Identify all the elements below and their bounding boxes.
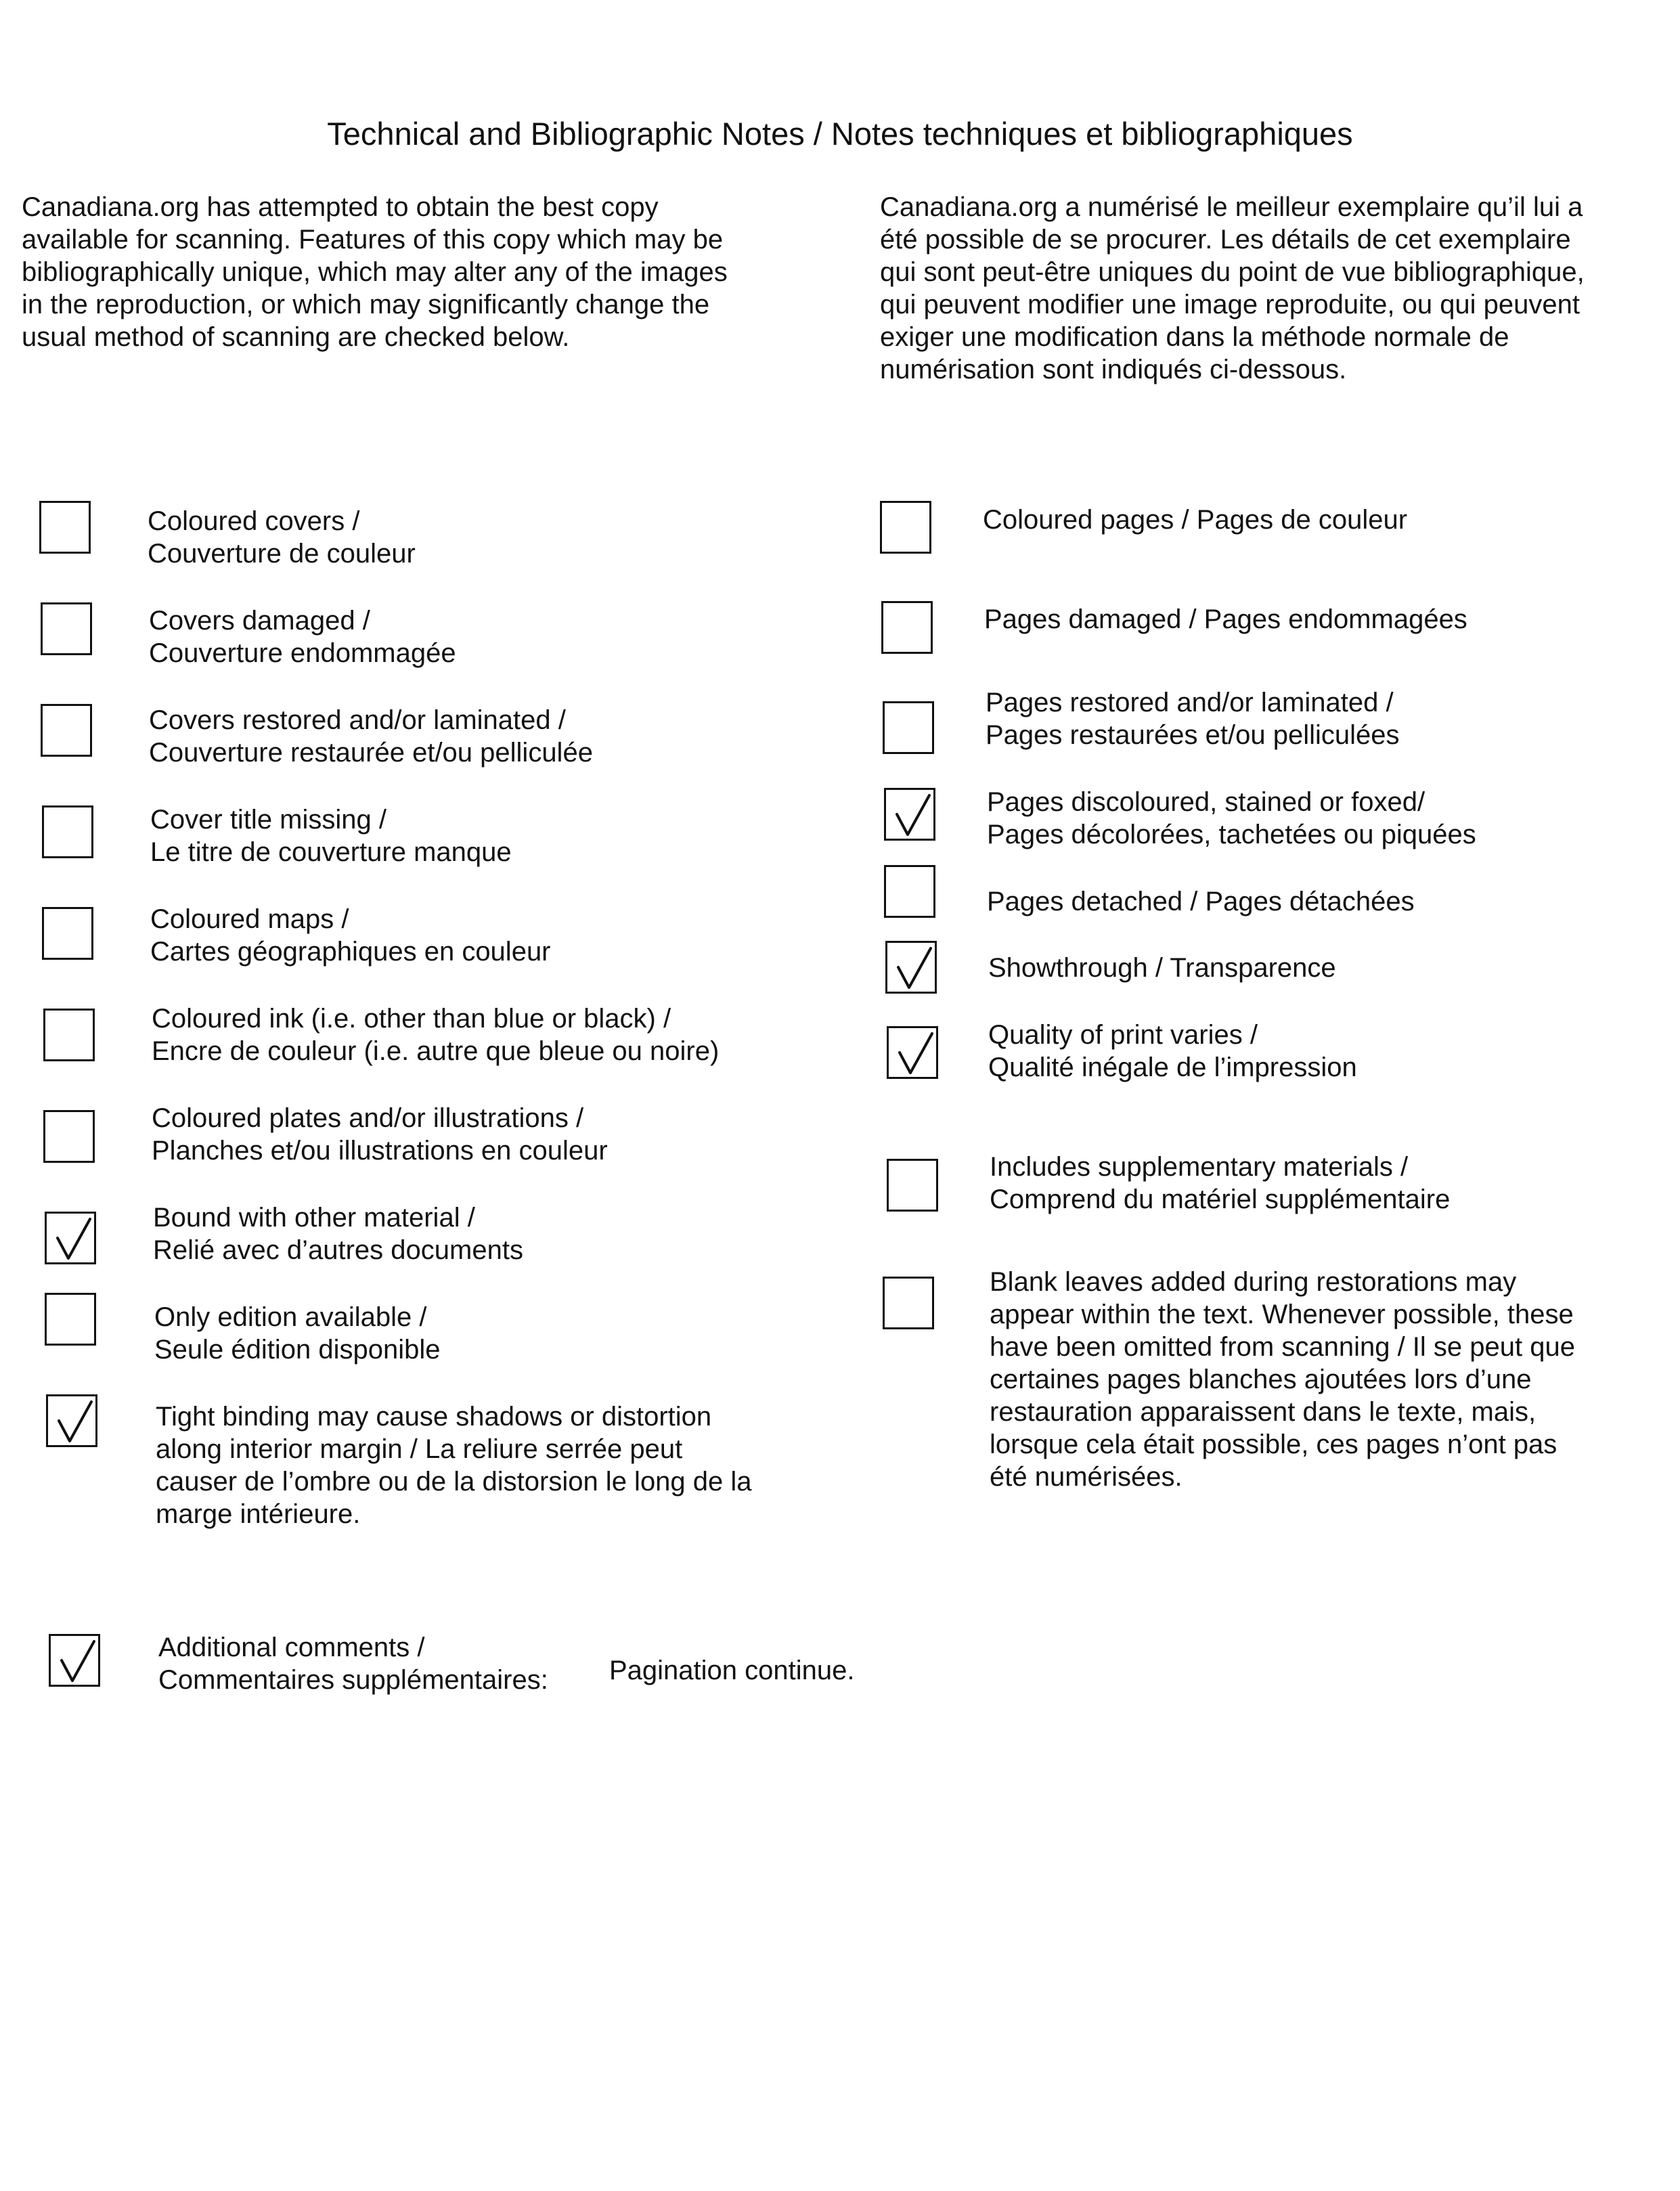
label-only-edition: Only edition available / Seule édition disponible	[154, 1302, 441, 1365]
label-pages-detached: Pages detached / Pages détachées	[987, 887, 1415, 916]
label-pages-damaged: Pages damaged / Pages endommagées	[984, 604, 1467, 634]
checkbox-showthrough[interactable]	[885, 941, 937, 994]
checkmark-icon	[51, 1215, 94, 1264]
label-coloured-ink: Coloured ink (i.e. other than blue or black) / Encre de couleur (i.e. autre que bleue ou noire)	[152, 1004, 720, 1066]
checkbox-coloured-ink[interactable]	[43, 1009, 95, 1061]
label-quality-of-print: Quality of print varies / Qualité inégale de l’impression	[988, 1020, 1357, 1082]
checkbox-bound-with[interactable]	[45, 1212, 96, 1264]
label-coloured-plates: Coloured plates and/or illustrations / Planches et/ou illustrations en couleur	[152, 1103, 608, 1166]
checkmark-icon	[55, 1637, 98, 1686]
checkbox-supplementary[interactable]	[887, 1159, 938, 1212]
label-pages-discoloured: Pages discoloured, stained or foxed/ Pages décolorées, tachetées ou piquées	[987, 787, 1476, 849]
page-title: Technical and Bibliographic Notes / Notes techniques et bibliographiques	[327, 116, 1353, 152]
checkbox-covers-restored[interactable]	[41, 704, 92, 757]
checkbox-only-edition[interactable]	[45, 1293, 96, 1346]
label-blank-leaves: Blank leaves added during restorations may appear within the text. Whenever possible, these have been omitted from scanning / Il se peut que certaines pages blanches ajoutées lors d’une restauration apparaissent dans le texte, mais, lorsque cela était possible, ces pages n’ont pas été numérisées.	[990, 1267, 1575, 1492]
checkmark-icon	[52, 1398, 95, 1446]
label-supplementary: Includes supplementary materials / Comprend du matériel supplémentaire	[990, 1152, 1451, 1214]
checkbox-coloured-plates[interactable]	[43, 1110, 95, 1163]
label-coloured-maps: Coloured maps / Cartes géographiques en couleur	[150, 904, 551, 967]
checkbox-tight-binding[interactable]	[46, 1394, 97, 1447]
checkbox-pages-detached[interactable]	[884, 865, 935, 918]
checkbox-additional-comments[interactable]	[49, 1634, 100, 1687]
checkbox-coloured-pages[interactable]	[880, 501, 931, 554]
label-additional-comments: Additional comments / Commentaires supplémentaires:	[158, 1633, 548, 1695]
label-covers-damaged: Covers damaged / Couverture endommagée	[149, 606, 456, 668]
checkmark-icon	[891, 944, 935, 993]
checkbox-coloured-covers[interactable]	[39, 501, 91, 554]
label-coloured-covers: Coloured covers / Couverture de couleur	[148, 506, 416, 569]
label-coloured-pages: Coloured pages / Pages de couleur	[983, 505, 1408, 535]
intro-english: Canadiana.org has attempted to obtain the best copy available for scanning. Features of this copy which may be bibliographically unique, which may alter any of the images in the reproduction, or which may significantly change the usual method of scanning are checked below.	[22, 192, 728, 352]
label-bound-with: Bound with other material / Relié avec d’autres documents	[153, 1203, 523, 1265]
additional-comments-value: Pagination continue.	[609, 1656, 855, 1685]
checkbox-coloured-maps[interactable]	[42, 907, 93, 960]
checkbox-pages-discoloured[interactable]	[884, 788, 935, 841]
checkmark-icon	[893, 1030, 936, 1078]
label-tight-binding: Tight binding may cause shadows or distortion along interior margin / La reliure serrée peut causer de l’ombre ou de la distorsion le long de la marge intérieure.	[156, 1402, 752, 1529]
label-pages-restored: Pages restored and/or laminated / Pages restaurées et/ou pelliculées	[986, 688, 1400, 750]
checkbox-pages-restored[interactable]	[883, 701, 934, 754]
label-cover-title-missing: Cover title missing / Le titre de couverture manque	[150, 805, 512, 867]
checkbox-covers-damaged[interactable]	[41, 602, 92, 655]
checkbox-blank-leaves[interactable]	[883, 1277, 934, 1329]
checkbox-cover-title-missing[interactable]	[42, 805, 93, 858]
label-covers-restored: Covers restored and/or laminated / Couverture restaurée et/ou pelliculée	[149, 705, 593, 768]
checkmark-icon	[890, 791, 933, 840]
intro-french: Canadiana.org a numérisé le meilleur exemplaire qu’il lui a été possible de se procurer. Les détails de cet exemplaire qui sont peut-être uniques du point de vue bibliographique, qui peuvent modifier une image reproduite, ou qui peuvent exiger une modification dans la méthode normale de numérisation sont indiqués ci-dessous.	[880, 192, 1585, 384]
checkbox-quality-of-print[interactable]	[887, 1026, 938, 1079]
checkbox-pages-damaged[interactable]	[881, 601, 933, 654]
label-showthrough: Showthrough / Transparence	[988, 953, 1336, 983]
